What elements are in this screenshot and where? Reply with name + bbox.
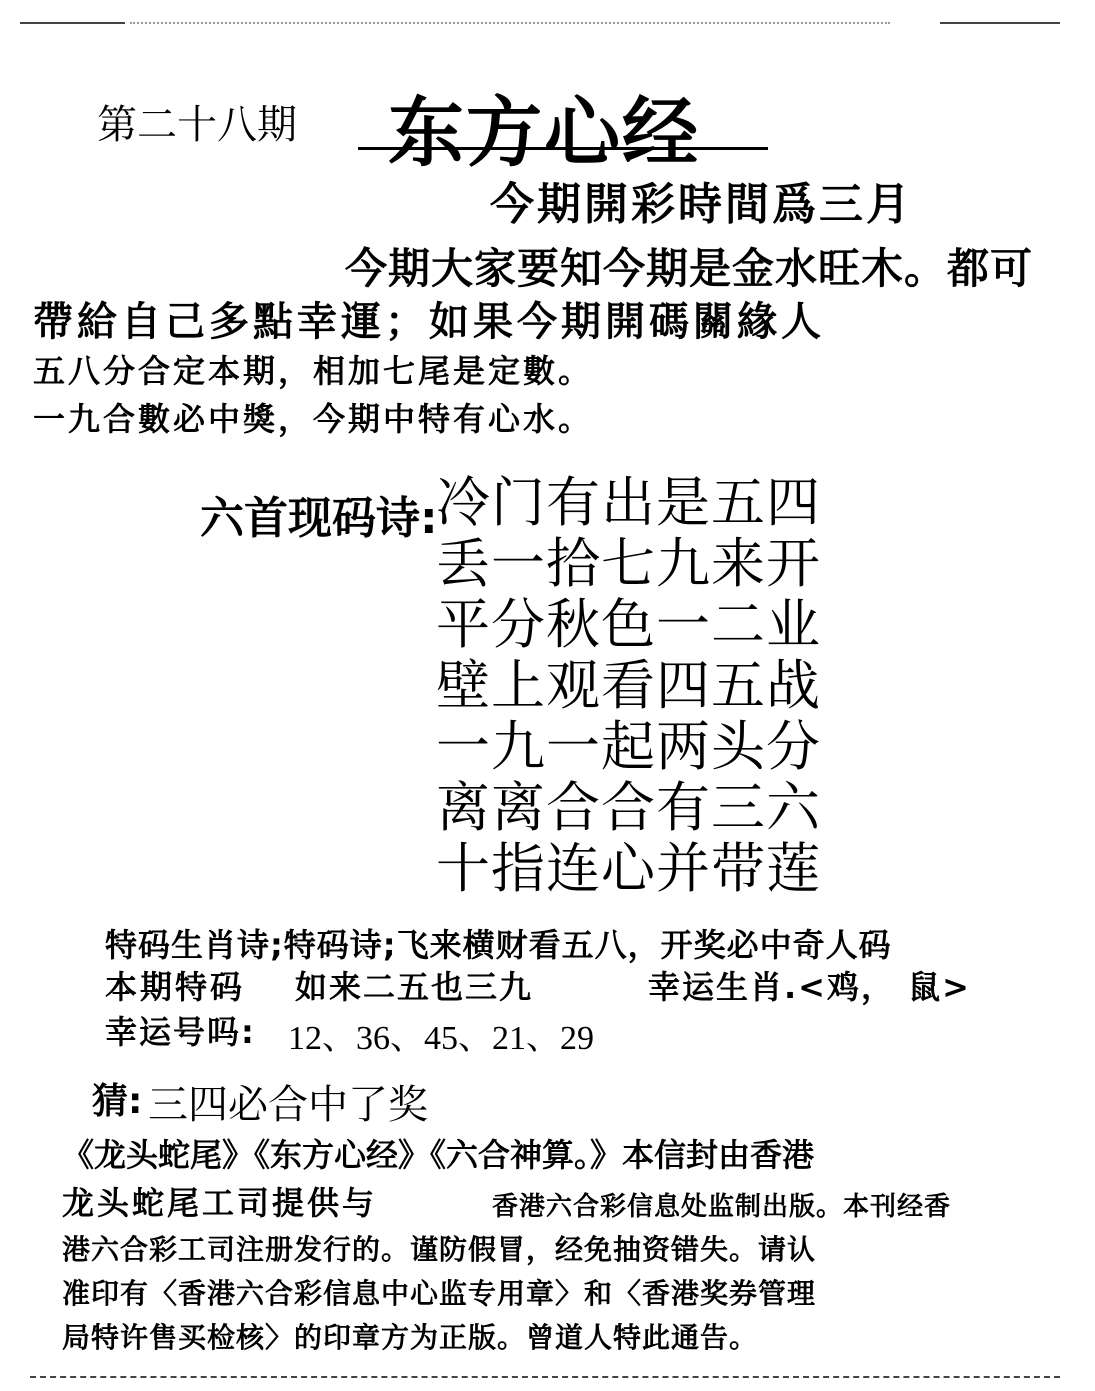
poem-line: 壁上观看四五战 [436, 654, 821, 717]
notice-line-1: 《龙头蛇尾》《东方心经》《六合神算。》本信封由香港 [62, 1136, 815, 1174]
bottom-border [30, 1376, 1060, 1378]
draw-time-subtitle: 今期開彩時間爲三月 [490, 179, 913, 230]
notice-line-5: 局特许售买检核〉的印章方为正版。曾道人特此通告。 [62, 1321, 759, 1354]
poem-label: 六首现码诗: [200, 493, 438, 544]
intro-line-3: 五八分合定本期，相加七尾是定數。 [33, 352, 594, 390]
special-code-poem: 特码生肖诗;特码诗;飞来横财看五八，开奖必中奇人码 [105, 926, 892, 964]
poem-line: 丢一拾七九来开 [436, 532, 821, 595]
notice-line-2a: 龙头蛇尾工司提供与 [62, 1184, 378, 1222]
riddle-label: 猜: [92, 1081, 143, 1122]
intro-line-1: 今期大家要知今期是金水旺木。都可 [345, 244, 1034, 293]
special-code-value: 如来二五也三九 [295, 968, 534, 1006]
lucky-numbers: 12、36、45、21、29 [288, 1020, 594, 1057]
top-border [0, 14, 1095, 38]
page-title: 东方心经 [388, 88, 700, 177]
riddle-text: 三四必合中了奖 [148, 1082, 428, 1128]
title-underline [358, 147, 768, 150]
lucky-zodiac: 幸运生肖.<鸡， 鼠> [648, 968, 971, 1006]
poem-line: 一九一起两头分 [436, 715, 821, 778]
intro-line-2: 帶給自己多點幸運；如果今期開碼關緣人 [33, 299, 825, 345]
issue-number: 第二十八期 [97, 102, 297, 148]
notice-line-2b: 香港六合彩信息处监制出版。本刊经香 [492, 1192, 952, 1222]
poem-line: 十指连心并带莲 [436, 837, 821, 900]
poem-line: 平分秋色一二业 [436, 593, 821, 656]
poem-line: 冷门有出是五四 [436, 471, 821, 534]
poem [436, 472, 821, 899]
intro-line-4: 一九合數必中獎，今期中特有心水。 [33, 400, 594, 438]
poem-line: 离离合合有三六 [436, 776, 821, 839]
notice-line-3: 港六合彩工司注册发行的。谨防假冒，经免抽资错失。请认 [62, 1233, 817, 1266]
special-code-label: 本期特码 [105, 968, 246, 1006]
lucky-numbers-label: 幸运号吗: [105, 1013, 256, 1051]
notice-line-4: 准印有〈香港六合彩信息中心监专用章〉和〈香港奖券管理 [62, 1277, 817, 1310]
